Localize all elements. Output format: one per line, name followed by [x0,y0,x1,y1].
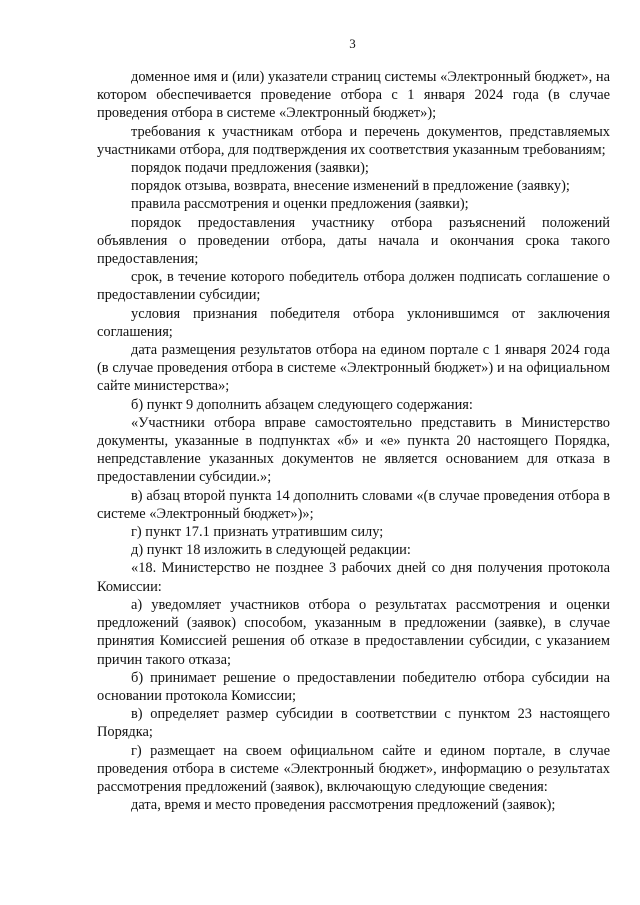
paragraph: г) размещает на своем официальном сайте и едином портале, в случае проведения отбора в системе «Электронный бюджет», информацию о результатах рассмотрения предложений (заявок), включающую следующие сведения: [97,742,610,795]
paragraph: дата размещения результатов отбора на едином портале с 1 января 2024 года (в случае проведения отбора в системе «Электронный бюджет») и на официальном сайте министерства»; [97,342,610,395]
paragraph: «Участники отбора вправе самостоятельно представить в Министерство документы, указанные в подпунктах «б» и «е» пункта 20 настоящего Порядка, непредставление указанных документов не является основанием для отказа в предоставлении субсидии.»; [97,414,610,486]
paragraph: б) пункт 9 дополнить абзацем следующего содержания: [131,396,473,413]
paragraph: г) пункт 17.1 признать утратившим силу; [131,524,384,541]
paragraph: порядок отзыва, возврата, внесение изменений в предложение (заявку); [131,178,570,195]
paragraph: в) определяет размер субсидии в соответствии с пунктом 23 настоящего Порядка; [97,706,610,741]
paragraph: срок, в течение которого победитель отбора должен подписать соглашение о предоставлении субсидии; [97,269,610,304]
body-text [97,68,610,814]
paragraph: доменное имя и (или) указатели страниц системы «Электронный бюджет», на котором обеспечивается проведение отбора с 1 января 2024 года (в случае проведения отбора в системе «Электронный бюджет»); [97,69,610,122]
paragraph: порядок подачи предложения (заявки); [131,160,369,177]
paragraph: а) уведомляет участников отбора о результатах рассмотрения и оценки предложений (заявок) способом, указанным в предложении (заявке), в случае принятия Комиссией решения об отказе в предоставлении субсидии, с указанием причин такого отказа; [97,596,610,668]
paragraph: условия признания победителя отбора уклонившимся от заключения соглашения; [97,305,610,340]
paragraph: правила рассмотрения и оценки предложения (заявки); [131,196,469,213]
paragraph: порядок предоставления участнику отбора разъяснений положений объявления о проведении отбора, даты начала и окончания срока такого предоставления; [97,214,610,268]
paragraph: «18. Министерство не позднее 3 рабочих дней со дня получения протокола Комиссии: [97,560,610,595]
page-number: 3 [349,36,356,51]
paragraph: б) принимает решение о предоставлении победителю отбора субсидии на основании протокола Комиссии; [97,669,610,704]
paragraph: требования к участникам отбора и перечень документов, представляемых участниками отбора, для подтверждения их соответствия указанным требованиям; [97,123,610,158]
paragraph: в) абзац второй пункта 14 дополнить словами «(в случае проведения отбора в системе «Электронный бюджет»)»; [97,487,610,522]
paragraph: дата, время и место проведения рассмотрения предложений (заявок); [131,797,556,814]
paragraph: д) пункт 18 изложить в следующей редакции: [131,542,411,559]
